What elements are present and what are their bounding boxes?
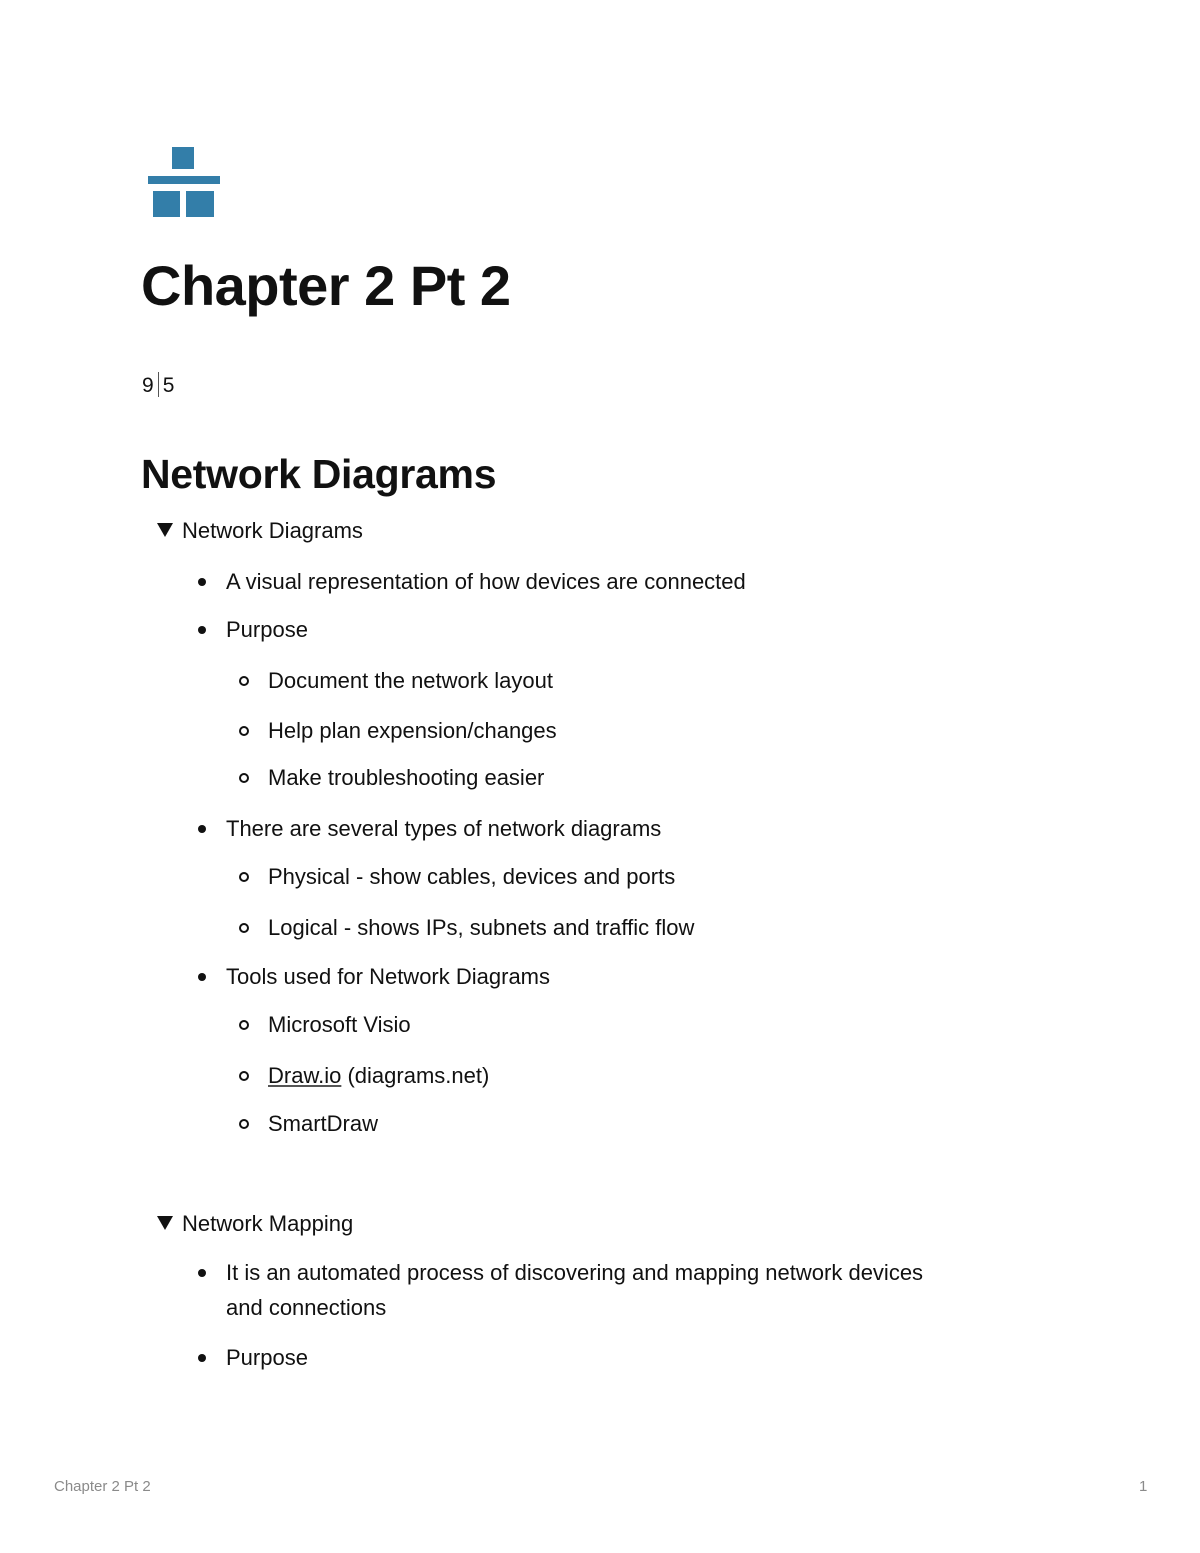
date-day: 5 bbox=[162, 374, 175, 397]
list-item: Physical - show cables, devices and ports bbox=[268, 859, 675, 894]
toggle-label: Network Mapping bbox=[182, 1211, 354, 1236]
toggle-network-mapping[interactable] bbox=[157, 1210, 353, 1238]
footer-page-number: 1 bbox=[1139, 1478, 1148, 1495]
list-item bbox=[226, 1255, 923, 1325]
date-separator bbox=[158, 372, 159, 397]
list-item: A visual representation of how devices are connected bbox=[226, 564, 746, 599]
list-item: Tools used for Network Diagrams bbox=[226, 959, 550, 994]
triangle-down-icon[interactable] bbox=[157, 523, 173, 537]
list-item: Purpose bbox=[226, 612, 308, 647]
list-item-line: It is an automated process of discovering and mapping network devices bbox=[226, 1260, 924, 1285]
list-item bbox=[268, 1058, 489, 1093]
toggle-network-diagrams[interactable] bbox=[157, 517, 363, 545]
footer-title: Chapter 2 Pt 2 bbox=[54, 1478, 151, 1495]
page-title: Chapter 2 Pt 2 bbox=[141, 254, 511, 317]
list-item-line: and connections bbox=[226, 1295, 387, 1320]
list-item: Logical - shows IPs, subnets and traffic flow bbox=[268, 910, 694, 945]
list-item-text: (diagrams.net) bbox=[341, 1063, 490, 1088]
section-heading: Network Diagrams bbox=[141, 451, 497, 497]
list-item: Microsoft Visio bbox=[268, 1007, 411, 1042]
sitemap-icon bbox=[148, 147, 220, 217]
date-month: 9 bbox=[142, 374, 154, 397]
list-item: Help plan expension/changes bbox=[268, 713, 557, 748]
list-item: SmartDraw bbox=[268, 1106, 378, 1141]
triangle-down-icon[interactable] bbox=[157, 1216, 173, 1230]
list-item: Document the network layout bbox=[268, 663, 553, 698]
list-item: There are several types of network diagrams bbox=[226, 811, 661, 846]
list-item: Purpose bbox=[226, 1340, 308, 1375]
list-item: Make troubleshooting easier bbox=[268, 760, 544, 795]
drawio-link[interactable]: Draw.io bbox=[268, 1063, 342, 1088]
date-property bbox=[142, 372, 174, 400]
toggle-label: Network Diagrams bbox=[182, 518, 363, 543]
